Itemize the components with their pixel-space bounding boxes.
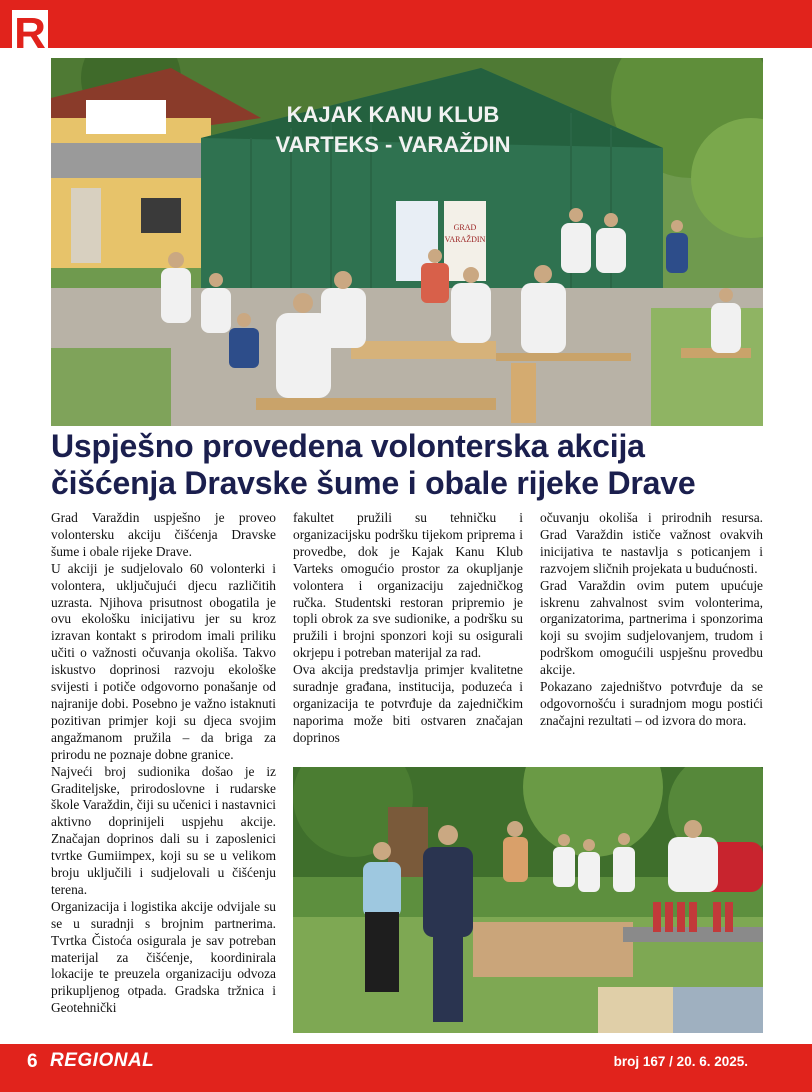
banner-line2: VARAŽDIN xyxy=(444,235,486,244)
regional-logo-icon: R xyxy=(12,10,48,58)
article-paragraph: očuvanju okoliša i prirodnih resursa. Grad Varaždin ističe važnost ovakvih inicijativa te nastavlja s poticanjem i razvojem sličnih projekata u budućnosti. xyxy=(540,510,763,576)
article-column-1 xyxy=(51,510,276,1017)
article-paragraph: U akciji je sudjelovalo 60 volonterki i volontera, uključujući djecu različitih uzrasta. Njihova prisutnost obogatila je ovu ekološku inicijativu jer su kroz izravan kontakt s prirodom imali priliku učiti o važnosti očuvanja okoliša. Takvo iskustvo doprinosi razvoju ekološke svijesti i potiče odgovorno ponašanje od najranije dobi. Posebno je važno istaknuti pozitivan primjer koji su djeca svojim angažmanom pružila – da briga za prirodu ne poznaje dobne granice. xyxy=(51,560,276,762)
banner-line1: GRAD xyxy=(453,223,477,232)
article-headline: Uspješno provedena volonterska akcija čišćenja Dravske šume i obale rijeke Drave xyxy=(51,428,696,501)
article-paragraph: Grad Varaždin ovim putem upućuje iskrenu zahvalnost svim volonterima, organizatorima, partnerima i sponzorima koji su svojim sudjelovanjem, trudom i podrškom omogućili uspješnu provedbu akcije. xyxy=(540,577,763,678)
article-paragraph: Pokazano zajedništvo potvrđuje da se odgovornošću i suradnjom mogu postići značajni rezultati – od izvora do mora. xyxy=(540,679,763,728)
article-column-3 xyxy=(540,510,763,730)
photo-volunteers-refreshments xyxy=(293,767,763,1033)
page-number: 6 xyxy=(27,1051,38,1072)
article-paragraph: Najveći broj sudionika došao je iz Graditeljske, prirodoslovne i rudarske škole Varaždin, čiji su učenici i nastavnici aktivno doprinijeli uspjehu akcije. Značajan doprinos dali su i zaposlenici tvrtke Gumiimpex, koji su se u velikom broju uključili i sudjelovali u čišćenju terena. xyxy=(51,763,276,897)
regional-brand-logo: REGIONAL xyxy=(50,1050,155,1071)
article-paragraph: Grad Varaždin uspješno je proveo volontersku akciju čišćenja Dravske šume i obale rijeke Drave. xyxy=(51,510,276,559)
article-paragraph: Ova akcija predstavlja primjer kvalitetne suradnje građana, institucija, poduzeća i organizacija te potvrđuje da zajedničkim naporima može biti ostvaren značajan doprinos xyxy=(293,662,523,745)
article-paragraph: Organizacija i logistika akcije odvijale su se u suradnji s brojnim partnerima. Tvrtka Čistoća osigurala je sav potreban materijal za čišćenje, koordinirala lokacije te preuzela organizaciju odvoza prikupljenog otpada. Gradska tržnica i Geotehnički xyxy=(51,898,276,1016)
top-red-bar xyxy=(0,0,812,48)
issue-date: broj 167 / 20. 6. 2025. xyxy=(613,1054,748,1069)
article-paragraph: fakultet pružili su tehničku i organizacijsku podršku tijekom priprema i provedbe, dok je Kajak Kanu Klub Varteks omogućio prostor za okupljanje volontera i organizaciju zajedničkog ručka. Studentski restoran pripremio je topli obrok za sve sudionike, a podršku su pružili i brojni sponzori koji su osigurali okrjepu i potreban materijal za rad. xyxy=(293,510,523,661)
club-sign-line1: KAJAK KANU KLUB xyxy=(286,102,500,127)
photo-volunteers-at-kayak-club xyxy=(51,58,763,426)
club-sign-line2: VARTEKS - VARAŽDIN xyxy=(275,132,511,157)
article-column-2 xyxy=(293,510,523,747)
